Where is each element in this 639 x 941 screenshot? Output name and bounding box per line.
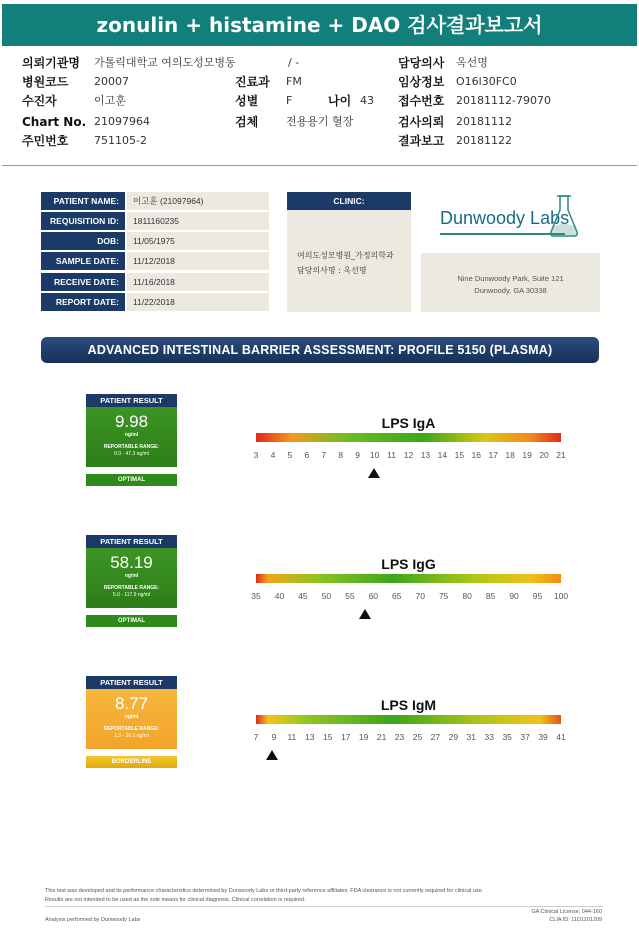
range-value: 0.0 - 47.3 ng/ml: [114, 451, 149, 457]
tick-label: 18: [505, 450, 515, 460]
status-badge: OPTIMAL: [86, 615, 177, 627]
patient-row: [41, 293, 269, 311]
range-gradient-bar: [256, 715, 561, 724]
tick-label: 15: [454, 450, 465, 460]
result-value-box: [86, 548, 177, 608]
header-value: O16l30FC0: [456, 75, 517, 88]
patient-label: PATIENT NAME:: [41, 192, 125, 210]
patient-row: [41, 212, 269, 230]
header-value: F: [286, 94, 293, 107]
tick-label: 5: [287, 450, 293, 460]
header-label: 임상정보: [398, 75, 445, 89]
result-unit: ng/ml: [124, 432, 139, 438]
tick-label: 12: [403, 450, 414, 460]
tick-label: 14: [437, 450, 448, 460]
patient-label: REPORT DATE:: [41, 293, 125, 311]
tick-label: 25: [412, 732, 423, 742]
patient-value: 이고훈 (21097964): [127, 192, 269, 210]
flask-icon: [548, 194, 580, 238]
header-value: 20181122: [456, 134, 512, 147]
tick-label: 60: [368, 591, 379, 601]
tick-label: 85: [485, 591, 496, 601]
tick-label: 33: [484, 732, 494, 742]
clinic-doctor: 담당의사명 : 옥선명: [297, 266, 367, 275]
result-marker: [368, 468, 380, 478]
patient-value: 11/22/2018: [127, 293, 269, 311]
status-badge: OPTIMAL: [86, 474, 177, 486]
tick-label: 35: [251, 591, 261, 601]
header-label: 주민번호: [22, 134, 69, 148]
header-label: 접수번호: [398, 94, 445, 108]
tick-label: 27: [430, 732, 441, 742]
tick-label: 90: [509, 591, 519, 601]
footer-divider: [45, 906, 603, 907]
result-unit: ng/ml: [124, 573, 139, 579]
tick-label: 41: [556, 732, 566, 742]
clinic-name: 여의도성모병원_가정의학과: [297, 251, 394, 260]
header-label: 수진자: [22, 94, 57, 108]
header-value: 20007: [94, 75, 129, 88]
tick-label: 20: [539, 450, 549, 460]
header-label: 병원코드: [22, 75, 69, 89]
tick-label: 75: [438, 591, 449, 601]
header-value: 이고훈: [94, 94, 126, 107]
patient-label: DOB:: [41, 232, 125, 250]
range-gradient-bar: [256, 574, 561, 583]
header-row: [22, 54, 637, 72]
patient-row: [41, 252, 269, 270]
header-label: 담당의사: [398, 56, 445, 70]
header-row: [22, 73, 637, 91]
header-row: [22, 113, 637, 131]
result-value: 9.98: [114, 412, 149, 431]
tick-label: 45: [298, 591, 308, 601]
header-label: 검사의뢰: [398, 115, 445, 129]
result-value: 8.77: [114, 694, 149, 713]
tick-label: 11: [387, 450, 396, 460]
tick-label: 19: [522, 450, 532, 460]
tick-labels: [253, 450, 566, 462]
header-value: FM: [286, 75, 302, 88]
result-lps-igg: [0, 535, 639, 645]
assessment-banner: ADVANCED INTESTINAL BARRIER ASSESSMENT: PROFILE 5150 (PLASMA): [41, 337, 599, 363]
logo-underline: [440, 233, 565, 235]
license-line: GA Clinical License: 044-160: [531, 909, 602, 915]
tick-label: 17: [488, 450, 498, 460]
result-header: PATIENT RESULT: [86, 535, 177, 548]
result-title: LPS IgG: [381, 556, 436, 572]
header-value: 751105-2: [94, 134, 147, 147]
result-value-box: [86, 407, 177, 467]
header-label: 성별: [235, 94, 259, 108]
result-unit: ng/ml: [124, 714, 139, 720]
header-value: 전용용기 혈장: [286, 115, 354, 128]
tick-label: 6: [304, 450, 310, 460]
patient-label: REQUISITION ID:: [41, 212, 125, 230]
header-label: 의뢰기관명: [22, 56, 80, 70]
range-value: 5.0 - 117.9 ng/ml: [112, 592, 151, 598]
tick-label: 21: [556, 450, 566, 460]
patient-label: RECEIVE DATE:: [41, 273, 125, 291]
tick-label: 3: [253, 450, 259, 460]
result-value-box: [86, 689, 177, 749]
clinic-header: CLINIC:: [287, 192, 411, 210]
result-lps-igm: [0, 676, 639, 786]
result-lps-iga: [0, 394, 639, 504]
tick-label: 9: [355, 450, 361, 460]
result-marker: [266, 750, 278, 760]
license-info: [531, 908, 602, 924]
lab-address: [421, 253, 600, 312]
range-gradient-bar: [256, 433, 561, 442]
tick-label: 29: [448, 732, 459, 742]
header-value: / -: [288, 56, 300, 69]
performed-by: Analysis performed by Dunwoody Labs: [45, 917, 141, 923]
tick-label: 80: [462, 591, 472, 601]
tick-label: 16: [471, 450, 481, 460]
tick-label: 65: [392, 591, 402, 601]
tick-label: 4: [270, 450, 276, 460]
tick-label: 50: [321, 591, 332, 601]
report-title: zonulin + histamine + DAO 검사결과보고서: [2, 4, 637, 46]
tick-label: 100: [553, 591, 569, 601]
tick-label: 35: [502, 732, 512, 742]
tick-label: 95: [532, 591, 543, 601]
lab-name: Dunwoody Labs: [440, 208, 570, 228]
header-label: 검체: [235, 115, 259, 129]
tick-label: 7: [321, 450, 327, 460]
result-value: 58.19: [110, 553, 153, 572]
header-label: Chart No.: [22, 115, 87, 129]
patient-label: SAMPLE DATE:: [41, 252, 125, 270]
result-header: PATIENT RESULT: [86, 394, 177, 407]
tick-label: 70: [415, 591, 425, 601]
header-value: 가톨릭대학교 여의도성모병동: [94, 56, 236, 69]
disclaimer-line: Results are not intended to be used as the sole means for clinical diagnosis. Clinical correlation is required.: [45, 897, 306, 903]
patient-row: [41, 232, 269, 250]
result-header: PATIENT RESULT: [86, 676, 177, 689]
disclaimer-line: This test was developed and its performance characteristics determined by Dunwoody Labs or third-party reference affiliates. FDA clearance is not currently required for clinical use.: [45, 888, 484, 894]
tick-label: 23: [394, 732, 405, 742]
tick-labels: [251, 591, 569, 603]
tick-label: 17: [340, 732, 351, 742]
range-label: REPORTABLE RANGE:: [103, 444, 160, 450]
patient-row: [41, 192, 269, 210]
tick-label: 7: [253, 732, 259, 742]
tick-label: 9: [271, 732, 277, 742]
patient-row: [41, 273, 269, 291]
clinic-box: [287, 210, 411, 312]
range-label: REPORTABLE RANGE:: [103, 585, 160, 591]
header-row: [22, 92, 637, 110]
header-value: 옥선명: [456, 56, 488, 69]
tick-label: 10: [369, 450, 380, 460]
tick-label: 13: [420, 450, 431, 460]
range-value: 1.3 - 36.1 ng/ml: [114, 733, 149, 739]
disclaimer: [45, 887, 615, 905]
tick-label: 21: [376, 732, 387, 742]
tick-label: 15: [323, 732, 333, 742]
address-line: Dunwoody, GA 30338: [474, 286, 547, 295]
header-label: 결과보고: [398, 134, 445, 148]
report-header: [2, 50, 637, 166]
header-value: 43: [360, 94, 374, 107]
header-value: 20181112-79070: [456, 94, 551, 107]
patient-value: 11/12/2018: [127, 252, 269, 270]
tick-label: 19: [358, 732, 369, 742]
patient-value: 11/16/2018: [127, 273, 269, 291]
tick-labels: [253, 732, 566, 744]
result-title: LPS IgA: [381, 415, 436, 431]
tick-label: 8: [338, 450, 344, 460]
tick-label: 37: [520, 732, 530, 742]
header-value: 21097964: [94, 115, 150, 128]
patient-value: 1811160235: [127, 212, 269, 230]
tick-label: 11: [287, 732, 297, 742]
tick-label: 39: [538, 732, 548, 742]
tick-label: 31: [466, 732, 477, 742]
range-label: REPORTABLE RANGE:: [103, 726, 160, 732]
header-value: 20181112: [456, 115, 512, 128]
status-badge: BORDERLINE: [86, 756, 177, 768]
tick-label: 13: [305, 732, 315, 742]
patient-value: 11/05/1975: [127, 232, 269, 250]
address-line: Nine Dunwoody Park, Suite 121: [457, 274, 564, 283]
header-row: [22, 132, 637, 150]
license-line: CLIA ID: 11D1101209: [549, 917, 602, 923]
header-label: 나이: [328, 94, 352, 108]
header-label: 진료과: [235, 75, 270, 89]
lab-logo: [440, 202, 580, 242]
tick-label: 40: [274, 591, 285, 601]
result-marker: [359, 609, 371, 619]
result-title: LPS IgM: [380, 697, 437, 713]
tick-label: 55: [345, 591, 355, 601]
